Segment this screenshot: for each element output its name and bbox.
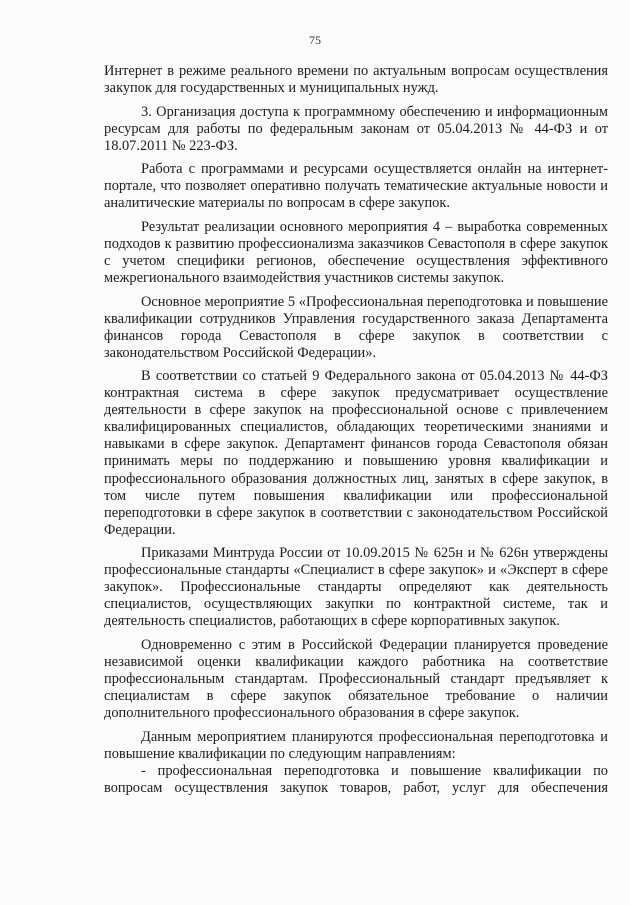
paragraph-article-9: В соответствии со статьей 9 Федерального закона от 05.04.2013 № 44-ФЗ контрактная система в сфере закупок предусматривает осуществление деятельности в сфере закупок на профессиональной основе с привлечением квалифицированных специалистов, обладающих теоретическими знаниями и навыками в сфере закупок. Департамент финансов города Севастополя обязан принимать меры по поддержанию и повышению уровня квалификации и профессионального образования должностных лиц, занятых в сфере закупок, в том числе путем повышения квалификации или профессиональной переподготовки в сфере закупок в соответствии с законодательством Российской Федерации. — [104, 368, 608, 538]
paragraph-measure-5: Основное мероприятие 5 «Профессиональная переподготовка и повышение квалификации сотрудников Управления государственного заказа Департамента финансов города Севастополя в сфере закупок в соответствии с законодательством Российской Федерации». — [104, 293, 608, 361]
paragraph-online-portal: Работа с программами и ресурсами осуществляется онлайн на интернет-портале, что позволяет оперативно получать тематические актуальные новости и аналитические материалы по вопросам в сфере закупок. — [104, 161, 608, 212]
list-item-retraining: - профессиональная переподготовка и повышение квалификации по вопросам осуществления закупок товаров, работ, услуг для обеспечения — [104, 762, 608, 796]
page-number: 75 — [309, 33, 321, 47]
paragraph-access-software: 3. Организация доступа к программному обеспечению и информационным ресурсам для работы по федеральным законам от 05.04.2013 № 44-ФЗ и от 18.07.2011 № 223-ФЗ. — [104, 103, 608, 154]
document-body — [104, 63, 608, 797]
paragraph-mintrud-orders: Приказами Минтруда России от 10.09.2015 № 625н и № 626н утверждены профессиональные стандарты «Специалист в сфере закупок» и «Эксперт в сфере закупок». Профессиональные стандарты определяют как деятельность специалистов, осуществляющих закупки по контрактной системе, так и деятельность специалистов, работающих в сфере корпоративных закупок. — [104, 545, 608, 630]
paragraph-independent-assessment: Одновременно с этим в Российской Федерации планируется проведение независимой оценки квалификации каждого работника на соответствие профессиональным стандартам. Профессиональный стандарт предъявляет к специалистам в сфере закупок обязательное требование о наличии дополнительного профессионального образования в сфере закупок. — [104, 636, 608, 722]
paragraph-planned-directions: Данным мероприятием планируются профессиональная переподготовка и повышение квалификации по следующим направлениям: — [104, 728, 608, 762]
paragraph-internet: Интернет в режиме реального времени по актуальным вопросам осуществления закупок для государственных и муниципальных нужд. — [104, 63, 608, 97]
paragraph-result-measure-4: Результат реализации основного мероприятия 4 – выработка современных подходов к развитию профессионализма заказчиков Севастополя в сфере закупок с учетом специфики регионов, обеспечение осуществления эффективного межрегионального взаимодействия участников системы закупок. — [104, 218, 608, 287]
